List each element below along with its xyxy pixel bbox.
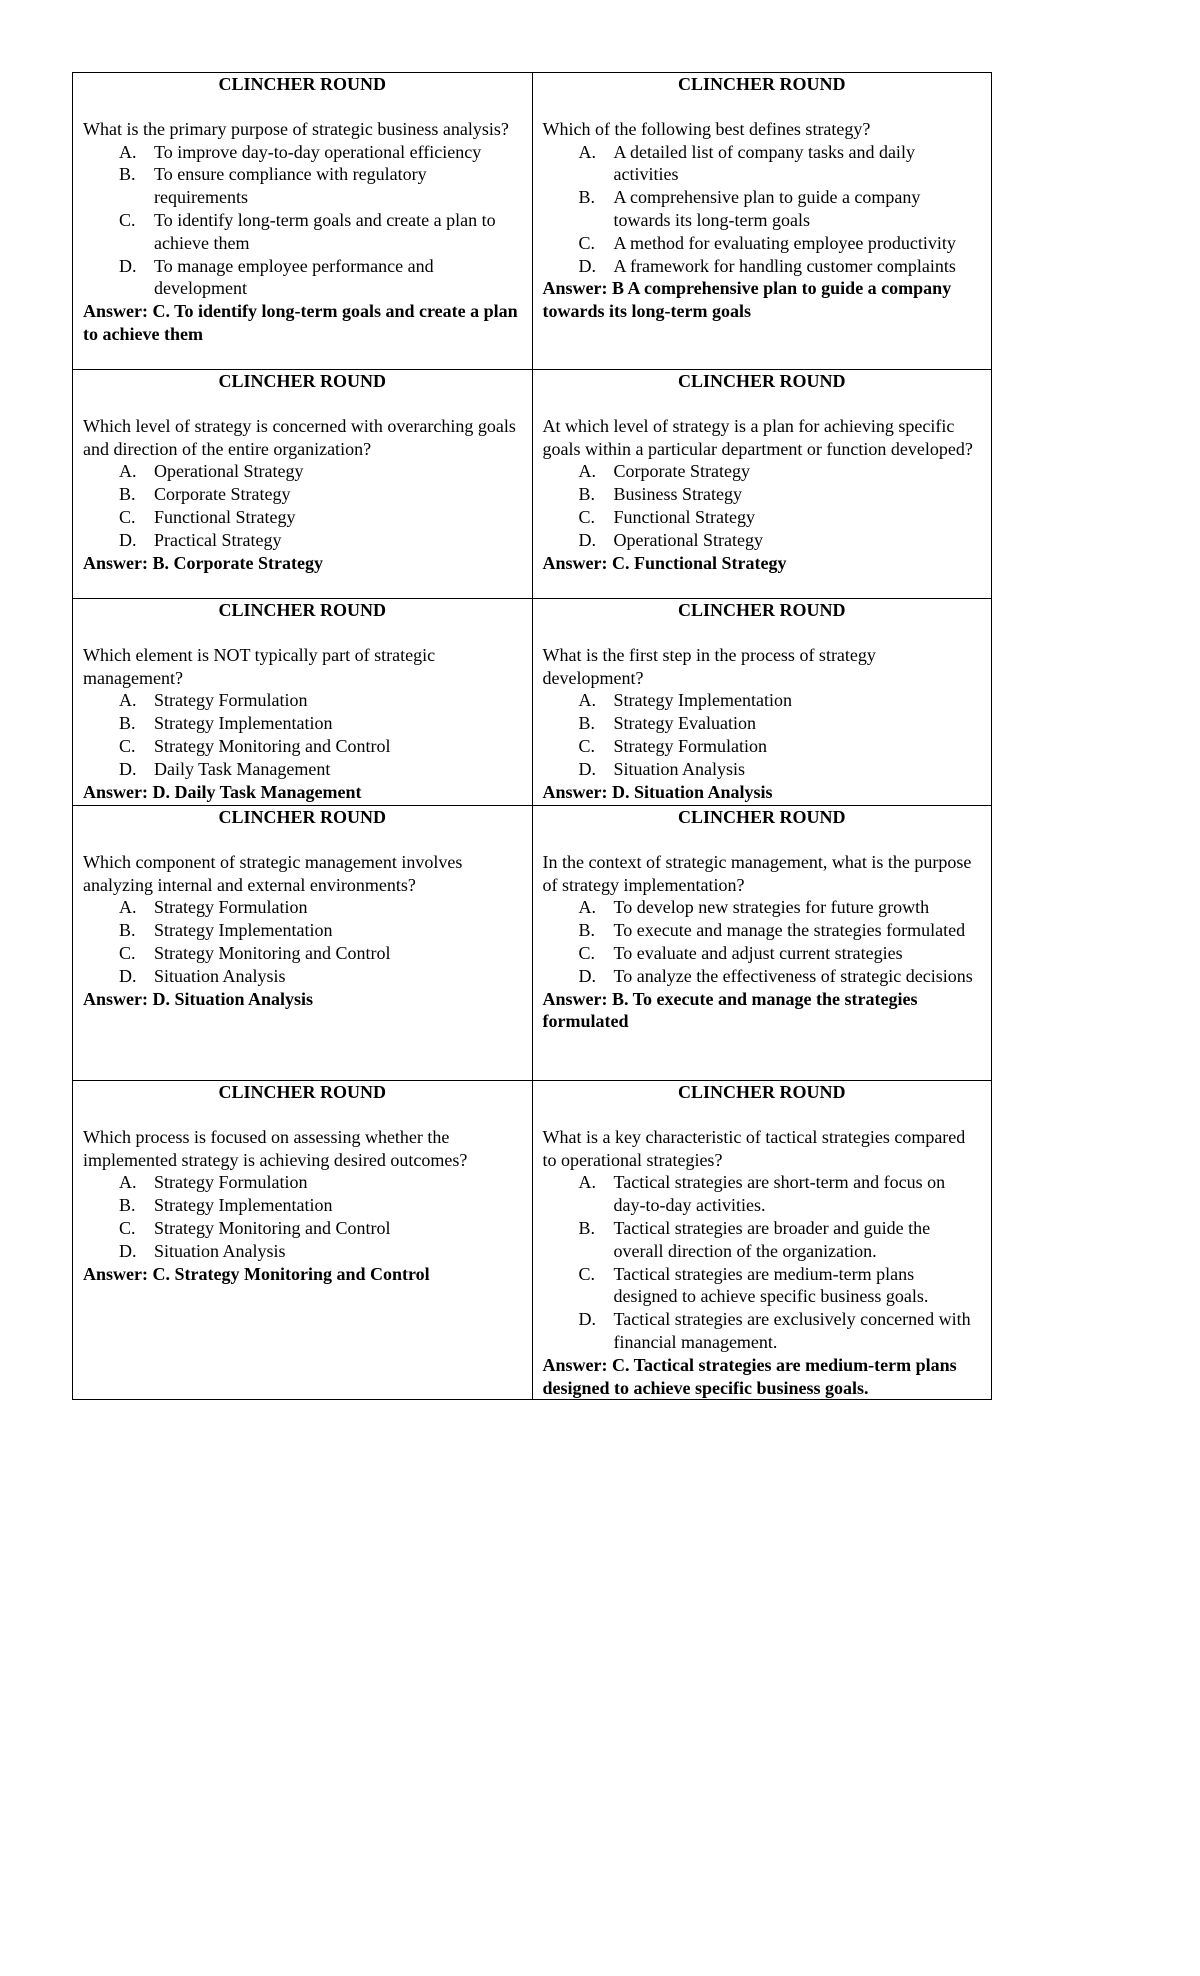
option-text: To improve day-to-day operational efficiency [154, 141, 482, 162]
option-item [83, 735, 522, 758]
option-text: Strategy Formulation [154, 897, 308, 918]
option-letter: B. [578, 713, 596, 734]
option-text: Practical Strategy [154, 529, 282, 550]
option-list [543, 689, 982, 780]
option-item [83, 712, 522, 735]
option-text: Strategy Monitoring and Control [154, 735, 391, 756]
option-item [83, 209, 522, 255]
option-text: Functional Strategy [154, 506, 296, 527]
option-item [543, 896, 982, 919]
question-text: What is the primary purpose of strategic business analysis? [83, 118, 509, 139]
card-title: CLINCHER ROUND [218, 600, 386, 620]
option-text: Strategy Formulation [613, 735, 767, 756]
option-item [83, 1240, 522, 1263]
card-row [73, 599, 992, 806]
option-item [543, 186, 982, 232]
option-letter: D. [578, 758, 596, 779]
question-text: Which process is focused on assessing whether the implemented strategy is achieving desired outcomes? [83, 1126, 468, 1170]
option-text: Tactical strategies are broader and guide the overall direction of the organization. [613, 1217, 931, 1261]
answer-text: Answer: B. To execute and manage the strategies formulated [542, 988, 918, 1032]
option-item [83, 942, 522, 965]
option-text: A comprehensive plan to guide a company towards its long-term goals [613, 187, 921, 230]
option-item [543, 758, 982, 781]
option-item [83, 896, 522, 919]
option-letter: D. [119, 1240, 137, 1261]
option-text: Situation Analysis [154, 965, 286, 986]
option-text: A method for evaluating employee productivity [613, 232, 956, 253]
question-card [73, 806, 533, 1081]
question-card [532, 599, 992, 806]
answer-text: Answer: C. To identify long-term goals and create a plan to achieve them [83, 301, 518, 344]
option-letter: B. [119, 713, 136, 734]
option-text: To ensure compliance with regulatory requirements [154, 164, 427, 208]
option-text: To execute and manage the strategies formulated [613, 920, 966, 941]
question-text: At which level of strategy is a plan for achieving specific goals within a particular department or function developed? [542, 415, 973, 459]
option-text: To develop new strategies for future growth [613, 897, 930, 918]
option-item [543, 919, 982, 942]
card-title: CLINCHER ROUND [677, 807, 846, 827]
option-item [543, 232, 982, 255]
card-title: CLINCHER ROUND [218, 807, 386, 827]
question-text: Which level of strategy is concerned with overarching goals and direction of the entire organization? [83, 415, 516, 459]
option-item [543, 1308, 982, 1354]
option-list [543, 141, 982, 278]
option-item [83, 1171, 522, 1194]
option-list [83, 460, 522, 551]
answer-text: Answer: D. Daily Task Management [83, 781, 362, 802]
option-text: A detailed list of company tasks and daily activities [613, 141, 915, 185]
option-letter: D. [119, 965, 137, 986]
option-item [83, 758, 522, 781]
option-letter: B. [578, 187, 596, 208]
option-item [543, 689, 982, 712]
option-letter: D. [119, 758, 137, 779]
option-list [83, 141, 522, 301]
option-letter: C. [578, 232, 596, 253]
option-item [83, 255, 522, 301]
option-item [83, 689, 522, 712]
option-item [83, 506, 522, 529]
option-letter: C. [119, 735, 136, 756]
option-item [543, 483, 982, 506]
option-letter: A. [119, 1172, 137, 1193]
card-row [73, 1081, 992, 1400]
option-item [83, 1194, 522, 1217]
option-list [83, 689, 522, 780]
option-item [543, 1217, 982, 1263]
option-letter: A. [578, 897, 596, 918]
option-item [543, 1263, 982, 1309]
option-text: Functional Strategy [613, 506, 755, 527]
option-item [543, 141, 982, 187]
question-text: In the context of strategic management, what is the purpose of strategy implementation? [542, 851, 972, 895]
option-letter: D. [578, 965, 596, 986]
option-item [83, 460, 522, 483]
option-letter: A. [578, 141, 596, 162]
option-list [83, 896, 522, 987]
option-letter: B. [578, 920, 596, 941]
option-item [83, 1217, 522, 1240]
option-text: Business Strategy [613, 484, 742, 505]
option-item [543, 735, 982, 758]
option-letter: C. [578, 942, 596, 963]
option-text: To analyze the effectiveness of strategic decisions [613, 965, 973, 986]
option-text: Strategy Implementation [154, 713, 333, 734]
card-row [73, 73, 992, 370]
option-text: Corporate Strategy [154, 484, 291, 505]
option-letter: A. [119, 690, 137, 711]
option-letter: B. [119, 484, 136, 505]
option-letter: C. [119, 209, 136, 230]
option-text: Tactical strategies are short-term and focus on day-to-day activities. [613, 1172, 946, 1216]
card-title: CLINCHER ROUND [218, 1082, 386, 1102]
option-text: Strategy Implementation [154, 1195, 333, 1216]
option-letter: C. [578, 735, 596, 756]
option-item [83, 483, 522, 506]
option-letter: C. [119, 1217, 136, 1238]
option-text: To identify long-term goals and create a plan to achieve them [154, 209, 496, 253]
option-letter: C. [119, 942, 136, 963]
question-text: Which of the following best defines strategy? [542, 118, 871, 139]
option-letter: D. [119, 255, 137, 276]
card-title: CLINCHER ROUND [677, 74, 846, 94]
card-row [73, 806, 992, 1081]
option-text: Operational Strategy [613, 529, 763, 550]
option-letter: A. [578, 1172, 596, 1193]
option-text: Strategy Monitoring and Control [154, 942, 391, 963]
option-item [543, 712, 982, 735]
option-text: A framework for handling customer complaints [613, 255, 956, 276]
option-letter: A. [119, 461, 137, 482]
card-title: CLINCHER ROUND [677, 371, 846, 391]
question-cards-body [73, 73, 992, 1400]
option-letter: B. [119, 920, 136, 941]
option-item [83, 529, 522, 552]
option-text: Operational Strategy [154, 461, 304, 482]
answer-text: Answer: D. Situation Analysis [83, 988, 314, 1009]
question-text: Which element is NOT typically part of strategic management? [83, 644, 436, 688]
option-text: Tactical strategies are exclusively concerned with financial management. [613, 1309, 971, 1352]
answer-text: Answer: B A comprehensive plan to guide a company towards its long-term goals [542, 278, 952, 322]
card-title: CLINCHER ROUND [218, 74, 386, 94]
option-letter: C. [119, 506, 136, 527]
answer-text: Answer: D. Situation Analysis [542, 781, 773, 802]
option-letter: D. [578, 255, 596, 276]
question-text: What is a key characteristic of tactical strategies compared to operational strategies? [542, 1126, 966, 1170]
question-card [532, 1081, 992, 1400]
option-text: Strategy Evaluation [613, 713, 756, 734]
question-card [532, 806, 992, 1081]
question-card [73, 599, 533, 806]
question-text: Which component of strategic management involves analyzing internal and external environments? [83, 851, 463, 895]
question-card [532, 73, 992, 370]
option-list [543, 460, 982, 551]
option-text: Strategy Implementation [613, 690, 792, 711]
option-item [543, 506, 982, 529]
option-item [83, 965, 522, 988]
option-letter: D. [119, 529, 137, 550]
option-list [83, 1171, 522, 1262]
card-row [73, 370, 992, 599]
answer-text: Answer: C. Tactical strategies are medium-term plans designed to achieve specific business goals. [542, 1354, 957, 1398]
option-letter: A. [578, 690, 596, 711]
option-text: Strategy Formulation [154, 690, 308, 711]
option-letter: A. [119, 897, 137, 918]
option-text: Situation Analysis [613, 758, 746, 779]
option-text: Tactical strategies are medium-term plans designed to achieve specific business goals. [613, 1263, 929, 1307]
option-letter: B. [578, 1217, 596, 1238]
question-card [532, 370, 992, 599]
question-cards-table [72, 72, 992, 1400]
question-card [73, 1081, 533, 1400]
option-letter: A. [578, 461, 596, 482]
option-item [543, 965, 982, 988]
option-item [83, 163, 522, 209]
option-letter: C. [578, 506, 596, 527]
answer-text: Answer: B. Corporate Strategy [83, 552, 323, 573]
option-list [543, 1171, 982, 1353]
option-text: Corporate Strategy [613, 461, 750, 482]
card-title: CLINCHER ROUND [677, 600, 846, 620]
option-text: To evaluate and adjust current strategies [613, 942, 903, 963]
card-title: CLINCHER ROUND [677, 1082, 846, 1102]
option-text: Strategy Monitoring and Control [154, 1217, 391, 1238]
option-list [543, 896, 982, 987]
option-letter: B. [119, 164, 136, 185]
card-title: CLINCHER ROUND [218, 371, 386, 391]
option-text: Strategy Formulation [154, 1172, 308, 1193]
option-text: Situation Analysis [154, 1240, 286, 1261]
answer-text: Answer: C. Functional Strategy [542, 552, 787, 573]
question-card [73, 370, 533, 599]
question-card [73, 73, 533, 370]
answer-text: Answer: C. Strategy Monitoring and Control [83, 1263, 430, 1284]
option-letter: D. [578, 529, 596, 550]
option-item [543, 942, 982, 965]
option-letter: B. [119, 1195, 136, 1216]
option-item [83, 141, 522, 164]
option-text: Daily Task Management [154, 758, 331, 779]
option-letter: C. [578, 1263, 596, 1284]
option-text: To manage employee performance and development [154, 255, 434, 299]
option-letter: D. [578, 1309, 596, 1330]
question-text: What is the first step in the process of strategy development? [542, 644, 876, 688]
option-item [543, 460, 982, 483]
option-item [543, 1171, 982, 1217]
option-item [543, 255, 982, 278]
option-letter: A. [119, 141, 137, 162]
option-letter: B. [578, 484, 596, 505]
option-item [83, 919, 522, 942]
option-text: Strategy Implementation [154, 920, 333, 941]
option-item [543, 529, 982, 552]
